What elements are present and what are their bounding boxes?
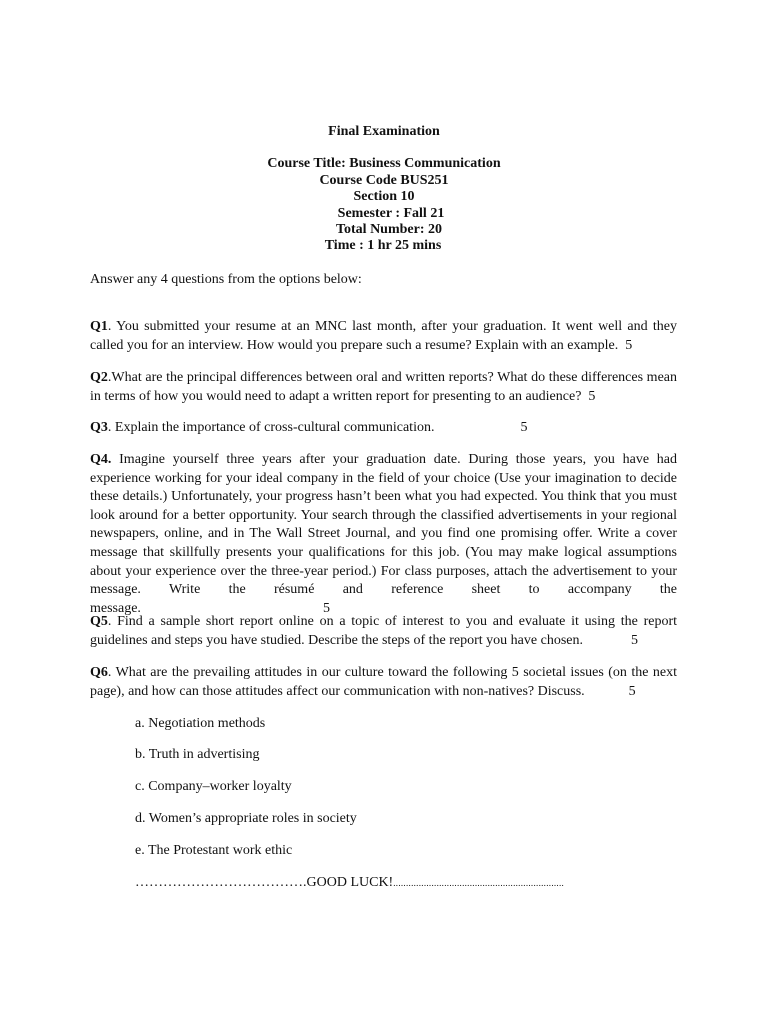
question-3	[90, 419, 677, 438]
exam-title: Final Examination	[328, 124, 440, 139]
question-6	[90, 664, 677, 701]
question-label: Q1	[90, 319, 108, 334]
section: Section 10	[353, 189, 415, 205]
question-marks: 5	[625, 337, 633, 353]
question-text: . Find a sample short report online on a topic of interest to you and evaluate it using the report guidelines and steps you have studied. Describe the steps of the report you have chosen.	[90, 614, 677, 648]
question-marks: 5	[628, 683, 636, 699]
option-b: b. Truth in advertising	[135, 747, 260, 762]
instructions: Answer any 4 questions from the options below:	[90, 272, 362, 287]
question-marks: 5	[630, 632, 638, 648]
question-marks: 5	[322, 600, 330, 616]
total-number: Total Number: 20	[335, 222, 443, 238]
closing-leading-dots: ……………………………….	[135, 875, 307, 890]
option-e: e. The Protestant work ethic	[135, 843, 293, 858]
question-text: . What are the prevailing attitudes in our culture toward the following 5 societal issues (on the next page), and how can those attitudes affect our communication with non-natives? Discuss.	[90, 665, 677, 699]
question-4	[90, 451, 677, 618]
question-label: Q2	[90, 370, 108, 385]
semester: Semester : Fall 21	[337, 205, 445, 221]
course-code: Course Code BUS251	[319, 172, 449, 188]
question-text: . Explain the importance of cross-cultural communication.	[107, 420, 435, 435]
question-label: Q5	[90, 614, 108, 629]
good-luck-text: GOOD LUCK!	[306, 875, 394, 890]
option-d: d. Women’s appropriate roles in society	[135, 811, 357, 826]
exam-header	[0, 124, 768, 255]
question-label: Q3	[90, 420, 108, 435]
closing-line	[135, 874, 564, 892]
option-c: c. Company–worker loyalty	[135, 779, 292, 794]
option-a: a. Negotiation methods	[135, 716, 266, 731]
exam-time: Time : 1 hr 25 mins	[324, 238, 442, 254]
course-title: Course Title: Business Communication	[267, 156, 501, 172]
question-1	[90, 318, 677, 355]
question-text: . You submitted your resume at an MNC last month, after your graduation. It went well and they called you for an interview. How would you prepare such a resume? Explain with an example.	[90, 319, 677, 353]
question-2	[90, 369, 677, 406]
question-text: Imagine yourself three years after your graduation date. During those years, you have had experience working for your ideal company in the field of your choice (Use your imagination to decide these details.) Unfortunately, your progress hasn’t been what you had expected. You think that you must look around for a better opportunity. Your search through the classified advertisements in your regional newspapers, online, and in The Wall Street Journal, and you find one promising offer. Write a cover message that skillfully presents your qualifications for this job. (You may make logical assumptions about your experience over the three-year period.) For class purposes, attach the advertisement to your message. Write the résumé and reference sheet to accompany the message.	[90, 452, 677, 616]
question-text: .What are the principal differences between oral and written reports? What do these differences mean in terms of how you would need to adapt a written report for presenting to an audience?	[90, 370, 677, 404]
closing-trailing-dots: ...................................................................	[393, 878, 565, 888]
question-marks: 5	[520, 420, 528, 435]
question-label: Q6	[90, 665, 108, 680]
question-5	[90, 613, 677, 650]
question-label: Q4.	[90, 452, 112, 467]
question-marks: 5	[588, 388, 596, 404]
